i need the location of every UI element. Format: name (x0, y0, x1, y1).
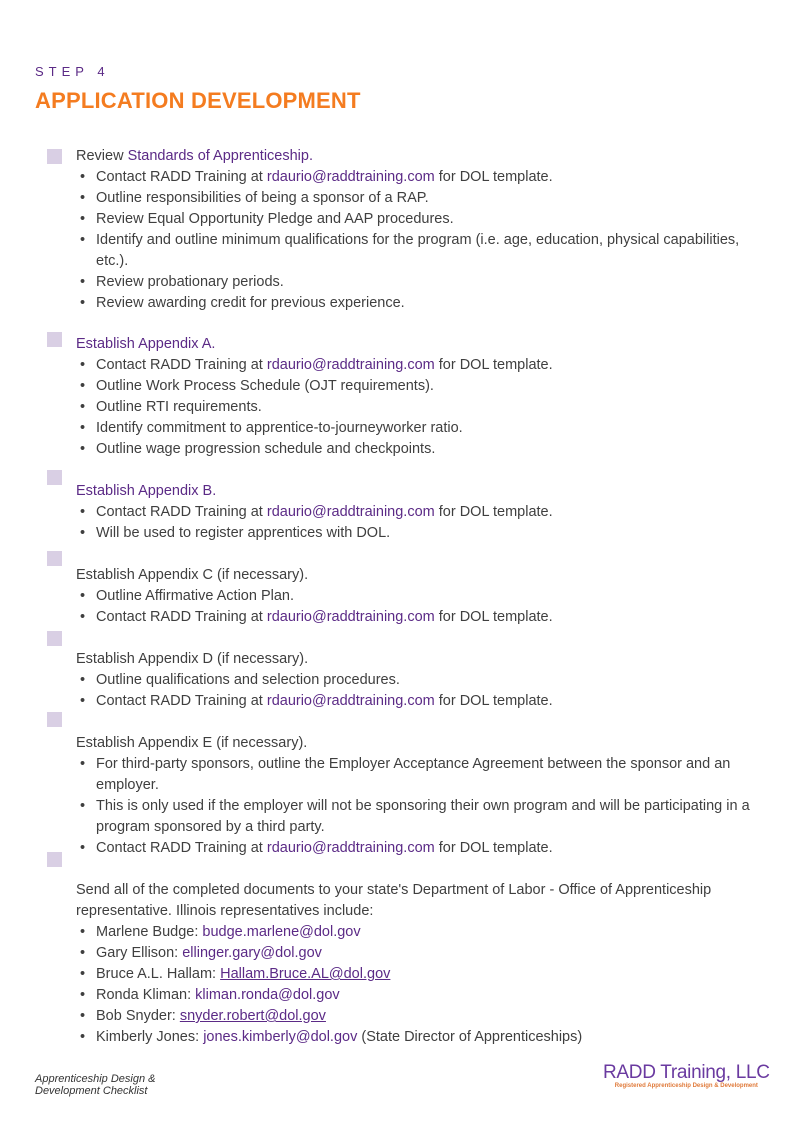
email-link[interactable]: rdaurio@raddtraining.com (266, 169, 435, 185)
section-heading (76, 481, 760, 502)
list-item: • Bob Snyder: snyder.robert@dol.gov (96, 1006, 760, 1027)
email-link[interactable]: snyder.robert@dol.gov (179, 1008, 326, 1024)
list-item: • Outline wage progression schedule and checkpoints. (96, 439, 760, 460)
email-link[interactable]: rdaurio@raddtraining.com (266, 357, 435, 373)
section-heading: Send all of the completed documents to your state's Department of Labor - Office of Apprenticeship representative. Illinois representatives include: (76, 882, 712, 919)
list-item: • Contact RADD Training at rdaurio@raddtraining.com for DOL template. (96, 838, 760, 859)
list-item: • Bruce A.L. Hallam: Hallam.Bruce.AL@dol.gov (96, 964, 760, 985)
list-item: • Review awarding credit for previous experience. (96, 293, 760, 314)
email-link[interactable]: ellinger.gary@dol.gov (182, 945, 322, 961)
list-item: • Identify and outline minimum qualifications for the program (i.e. age, education, physical capabilities, etc.). (96, 230, 760, 272)
section-heading: Establish Appendix C (if necessary). (76, 567, 309, 583)
checkbox-appendix-e[interactable] (47, 712, 62, 727)
section-heading (76, 334, 760, 355)
step-label: STEP 4 (35, 64, 110, 79)
checkbox-appendix-d[interactable] (47, 631, 62, 646)
list-item: • Outline Work Process Schedule (OJT requirements). (96, 376, 760, 397)
checkbox-appendix-a[interactable] (47, 332, 62, 347)
list-item: • Contact RADD Training at rdaurio@raddtraining.com for DOL template. (96, 607, 760, 628)
email-link[interactable]: Hallam.Bruce.AL@dol.gov (220, 966, 391, 982)
list-item: • Marlene Budge: budge.marlene@dol.gov (96, 922, 760, 943)
email-link[interactable]: rdaurio@raddtraining.com (266, 504, 435, 520)
list-item: • Identify commitment to apprentice-to-journeyworker ratio. (96, 418, 760, 439)
list-item: • Outline responsibilities of being a sponsor of a RAP. (96, 188, 760, 209)
list-item: • Outline qualifications and selection procedures. (96, 670, 760, 691)
list-item: • Outline RTI requirements. (96, 397, 760, 418)
section-appendix-d (76, 649, 760, 712)
email-link[interactable]: kliman.ronda@dol.gov (195, 987, 340, 1003)
checkbox-send-documents[interactable] (47, 852, 62, 867)
email-link[interactable]: rdaurio@raddtraining.com (266, 693, 435, 709)
logo-tagline: Registered Apprenticeship Design & Development (614, 1083, 758, 1089)
section-heading: Review Standards of Apprenticeship. (76, 148, 313, 164)
section-appendix-c (76, 565, 760, 628)
logo-name: RADD Training, LLC (603, 1062, 770, 1083)
list-item: • Outline Affirmative Action Plan. (96, 586, 760, 607)
appendix-a-link[interactable]: Establish Appendix A. (76, 336, 216, 352)
list-item: • Contact RADD Training at rdaurio@raddtraining.com for DOL template. (96, 167, 760, 188)
list-item: • Contact RADD Training at rdaurio@raddtraining.com for DOL template. (96, 355, 760, 376)
list-item: • Contact RADD Training at rdaurio@raddtraining.com for DOL template. (96, 691, 760, 712)
list-item: • Kimberly Jones: jones.kimberly@dol.gov (State Director of Apprenticeships) (96, 1027, 760, 1048)
appendix-b-link[interactable]: Establish Appendix B. (76, 483, 217, 499)
list-item: • Will be used to register apprentices with DOL. (96, 523, 760, 544)
email-link[interactable]: rdaurio@raddtraining.com (266, 609, 435, 625)
list-item: • Review probationary periods. (96, 272, 760, 293)
list-item: • Review Equal Opportunity Pledge and AAP procedures. (96, 209, 760, 230)
list-item: • This is only used if the employer will not be sponsoring their own program and will be participating in a program sponsored by a third party. (96, 796, 760, 838)
section-appendix-a (76, 334, 760, 460)
list-item: • Gary Ellison: ellinger.gary@dol.gov (96, 943, 760, 964)
section-send-documents (76, 880, 760, 1048)
email-link[interactable]: rdaurio@raddtraining.com (266, 840, 435, 856)
checkbox-standards[interactable] (47, 149, 62, 164)
page-title: APPLICATION DEVELOPMENT (35, 88, 361, 113)
email-link[interactable]: jones.kimberly@dol.gov (203, 1029, 358, 1045)
email-link[interactable]: budge.marlene@dol.gov (202, 924, 361, 940)
list-item: • Contact RADD Training at rdaurio@raddtraining.com for DOL template. (96, 502, 760, 523)
standards-link[interactable]: Standards of Apprenticeship. (127, 148, 313, 164)
section-heading: Establish Appendix E (if necessary). (76, 735, 308, 751)
section-heading: Establish Appendix D (if necessary). (76, 651, 309, 667)
footer-doc-title: Apprenticeship Design & Development Checklist (35, 1073, 156, 1097)
section-appendix-e (76, 733, 760, 859)
section-appendix-b (76, 481, 760, 544)
section-standards (76, 146, 760, 314)
company-logo (603, 1062, 770, 1089)
checkbox-appendix-c[interactable] (47, 551, 62, 566)
checkbox-appendix-b[interactable] (47, 470, 62, 485)
list-item: • For third-party sponsors, outline the Employer Acceptance Agreement between the sponsor and an employer. (96, 754, 760, 796)
list-item: • Ronda Kliman: kliman.ronda@dol.gov (96, 985, 760, 1006)
